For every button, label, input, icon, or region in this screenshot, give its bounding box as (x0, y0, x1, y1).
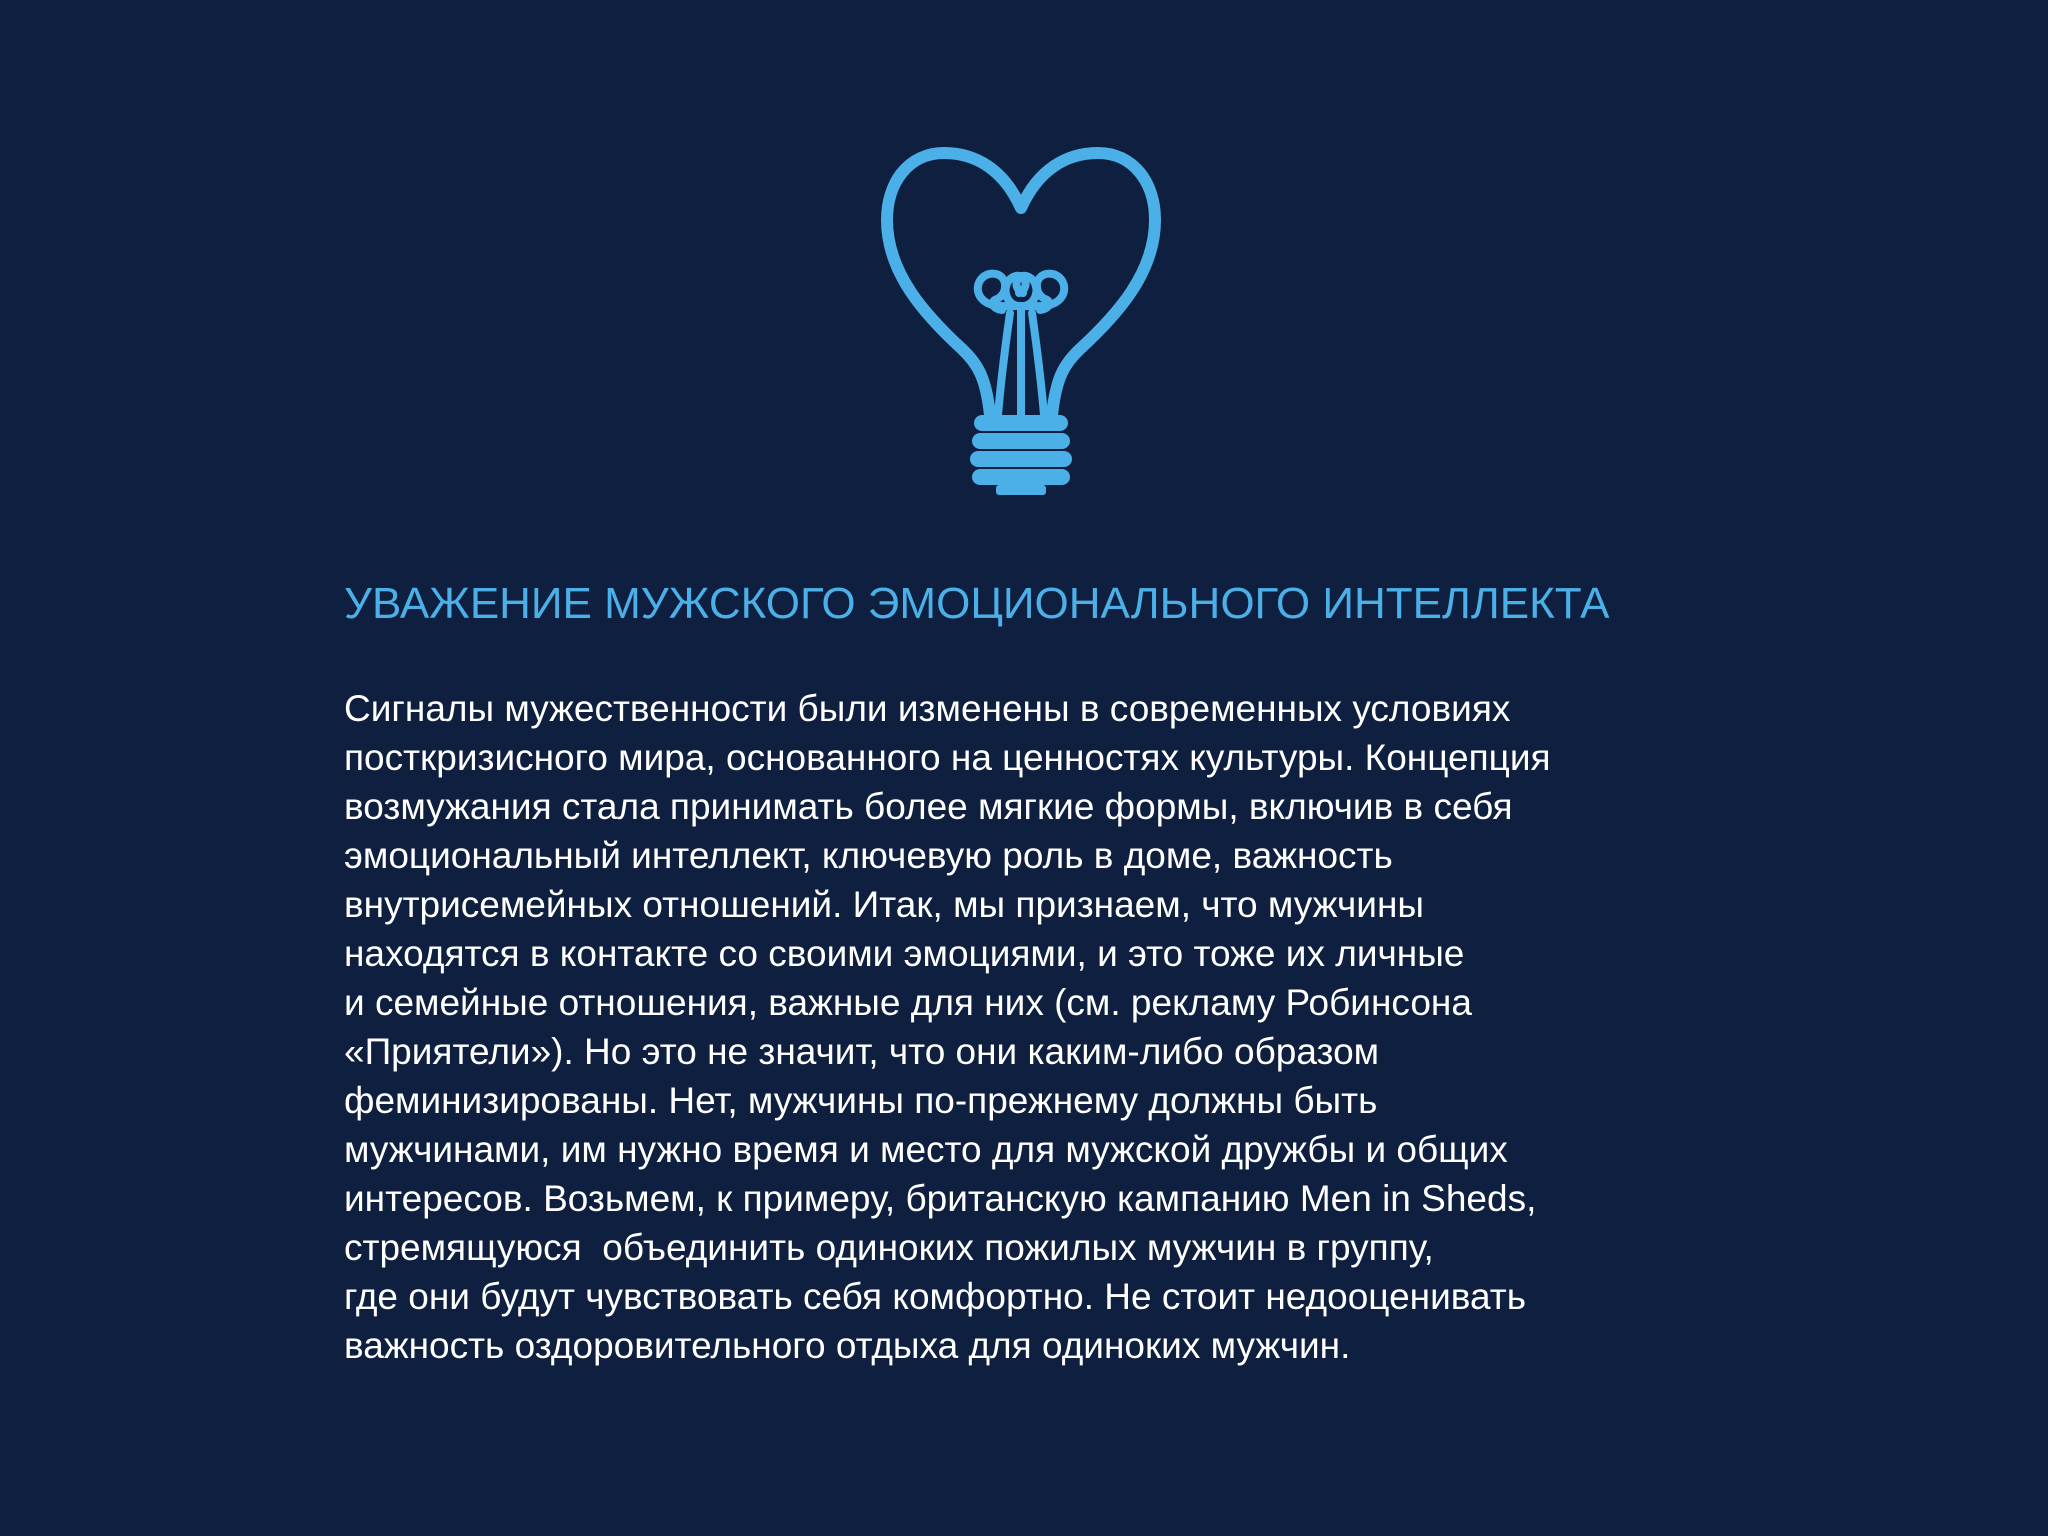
body-line: внутрисемейных отношений. Итак, мы признаем, что мужчины (344, 884, 1424, 925)
body-line: мужчинами, им нужно время и место для мужской дружбы и общих (344, 1129, 1508, 1170)
body-line: находятся в контакте со своими эмоциями, и это тоже их личные (344, 933, 1465, 974)
body-line: важность оздоровительного отдыха для одиноких мужчин. (344, 1325, 1351, 1366)
body-line: Сигналы мужественности были изменены в современных условиях (344, 688, 1511, 729)
body-line: возмужания стала принимать более мягкие формы, включив в себя (344, 786, 1513, 827)
heart-lightbulb-icon (878, 145, 1166, 497)
body-line: стремящуюся объединить одиноких пожилых мужчин в группу, (344, 1227, 1434, 1268)
slide-title: УВАЖЕНИЕ МУЖСКОГО ЭМОЦИОНАЛЬНОГО ИНТЕЛЛЕКТА (344, 579, 1610, 628)
body-line: где они будут чувствовать себя комфортно. Не стоит недооценивать (344, 1276, 1526, 1317)
body-line: интересов. Возьмем, к примеру, британскую кампанию Men in Sheds, (344, 1178, 1537, 1219)
body-line: и семейные отношения, важные для них (см. рекламу Робинсона (344, 982, 1472, 1023)
body-line: феминизированы. Нет, мужчины по-прежнему должны быть (344, 1080, 1378, 1121)
body-line: посткризисного мира, основанного на ценностях культуры. Концепция (344, 737, 1551, 778)
body-line: «Приятели»). Но это не значит, что они каким-либо образом (344, 1031, 1380, 1072)
body-line: эмоциональный интеллект, ключевую роль в доме, важность (344, 835, 1393, 876)
body-text (344, 684, 1744, 1370)
